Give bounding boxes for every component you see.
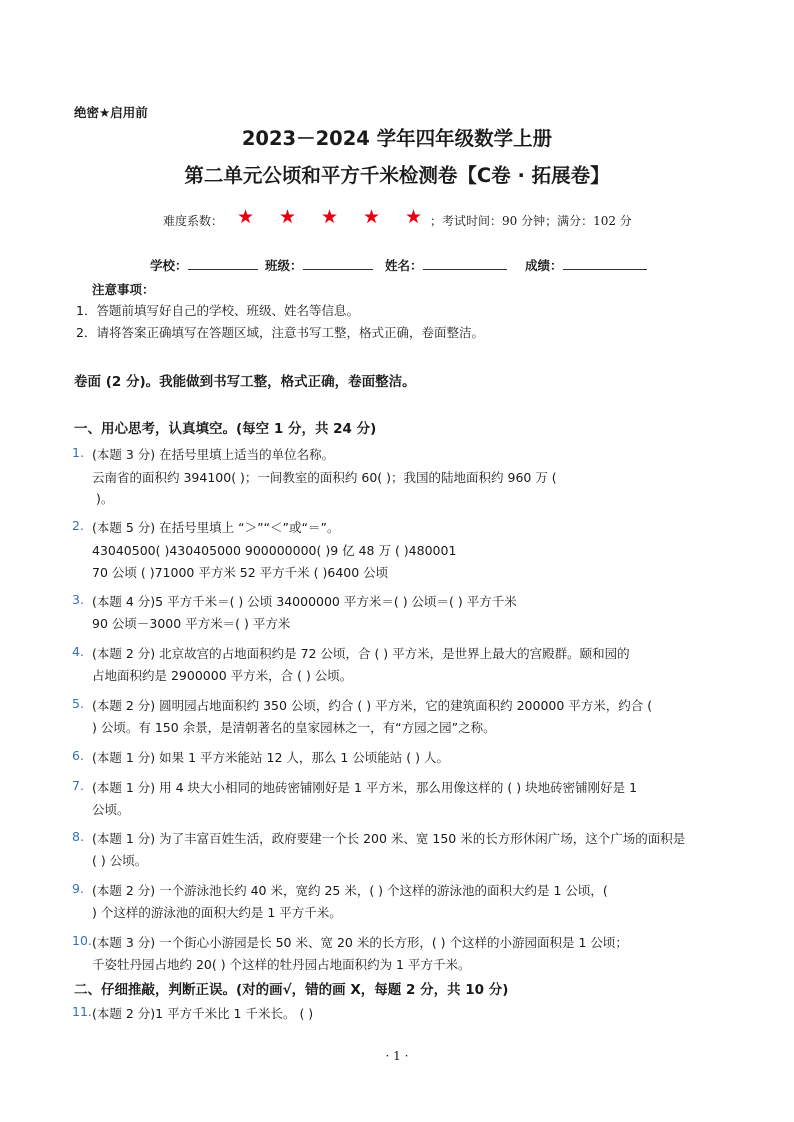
question-line: (本题 5 分) 在括号里填上 “＞”“＜”或“＝”。	[92, 520, 340, 535]
question-line: 公顷。	[92, 802, 130, 817]
neatness-note: 卷面 (2 分)。我能做到书写工整，格式正确，卷面整洁。	[74, 374, 416, 390]
question-line: 占地面积约是 2900000 平方米，合 ( ) 公顷。	[92, 668, 353, 683]
star-icon: ★	[237, 206, 255, 228]
star-icon: ★	[321, 206, 339, 228]
name-blank[interactable]	[423, 256, 507, 270]
question-number: 4.	[72, 644, 84, 659]
class-blank[interactable]	[303, 256, 373, 270]
question-line: 43040500( )430405000 900000000( )9 亿 48 万 ( )480001	[92, 543, 457, 558]
class-label: 班级：	[265, 258, 303, 273]
star-icon: ★	[279, 206, 297, 228]
question-number: 2.	[72, 518, 84, 533]
question-line: 70 公顷 ( )71000 平方米 52 平方千米 ( )6400 公顷	[92, 565, 389, 580]
notice-item: 1．答题前填写好自己的学校、班级、姓名等信息。	[76, 303, 359, 318]
name-label: 姓名：	[385, 258, 423, 273]
question-line: ) 公顷。有 150 余景，是清朝著名的皇家园林之一，有“方园之园”之称。	[92, 720, 496, 735]
score-label: 成绩：	[525, 258, 563, 273]
score-blank[interactable]	[563, 256, 647, 270]
question-line: (本题 2 分)1 平方千米比 1 千米长。 ( )	[92, 1006, 314, 1021]
question-number: 6.	[72, 748, 84, 763]
question-number: 9.	[72, 881, 84, 896]
class-field[interactable]	[265, 256, 373, 274]
school-blank[interactable]	[188, 256, 258, 270]
question-number: 8.	[72, 829, 84, 844]
question-line: (本题 2 分) 圆明园占地面积约 350 公顷，约合 ( ) 平方米，它的建筑面积约 200000 平方米，约合 (	[92, 698, 653, 713]
question-line: (本题 3 分) 在括号里填上适当的单位名称。	[92, 447, 335, 462]
name-field[interactable]	[385, 256, 507, 274]
school-label: 学校：	[150, 258, 188, 273]
notice-heading: 注意事项：	[92, 282, 155, 297]
question-line: ( ) 公顷。	[92, 853, 148, 868]
question-line: (本题 2 分) 一个游泳池长约 40 米，宽约 25 米，( ) 个这样的游泳池的面积大约是 1 公顷，(	[92, 883, 608, 898]
question-line: (本题 4 分)5 平方千米＝( ) 公顷 34000000 平方米＝( ) 公顷＝( ) 平方千米	[92, 594, 517, 609]
question-line: 90 公顷－3000 平方米＝( ) 平方米	[92, 616, 291, 631]
section-2-heading: 二、仔细推敲，判断正误。(对的画√，错的画 X，每题 2 分，共 10 分)	[74, 982, 509, 998]
question-line: (本题 3 分) 一个街心小游园是长 50 米、宽 20 米的长方形，( ) 个这样的小游园面积是 1 公顷；	[92, 935, 628, 950]
question-number: 10.	[72, 933, 92, 948]
score-field[interactable]	[525, 256, 647, 274]
question-line: )。	[96, 491, 114, 506]
exam-time-info: ；考试时间：90 分钟；满分：102 分	[430, 214, 632, 228]
notice-item: 2．请将答案正确填写在答题区域，注意书写工整，格式正确，卷面整洁。	[76, 325, 484, 340]
question-number: 3.	[72, 592, 84, 607]
exam-subtitle: 第二单元公顷和平方千米检测卷【C卷 · 拓展卷】	[184, 164, 610, 187]
star-icon: ★	[363, 206, 381, 228]
section-1-heading: 一、用心思考，认真填空。(每空 1 分，共 24 分)	[74, 421, 377, 437]
exam-title: 2023－2024 学年四年级数学上册	[241, 127, 553, 150]
question-line: ) 个这样的游泳池的面积大约是 1 平方千米。	[92, 905, 342, 920]
question-number: 7.	[72, 778, 84, 793]
difficulty-label: 难度系数：	[163, 214, 224, 228]
question-line: 云南省的面积约 394100( )；一间教室的面积约 60( )；我国的陆地面积约 960 万 (	[92, 470, 557, 485]
page-number: · 1 ·	[385, 1049, 409, 1063]
question-number: 11.	[72, 1004, 92, 1019]
question-line: (本题 1 分) 如果 1 平方米能站 12 人，那么 1 公顷能站 ( ) 人。	[92, 750, 449, 765]
school-field[interactable]	[150, 256, 258, 274]
question-line: (本题 1 分) 为了丰富百姓生活，政府要建一个长 200 米、宽 150 米的长方形休闲广场，这个广场的面积是	[92, 831, 686, 846]
confidential-label: 绝密★启用前	[74, 105, 148, 120]
question-number: 5.	[72, 696, 84, 711]
question-line: (本题 1 分) 用 4 块大小相同的地砖密铺刚好是 1 平方米，那么用像这样的 ( ) 块地砖密铺刚好是 1	[92, 780, 638, 795]
question-line: (本题 2 分) 北京故宫的占地面积约是 72 公顷，合 ( ) 平方米，是世界上最大的宫殿群。颐和园的	[92, 646, 630, 661]
question-line: 千姿牡丹园占地约 20( ) 个这样的牡丹园占地面积约为 1 平方千米。	[92, 957, 471, 972]
question-number: 1.	[72, 445, 84, 460]
star-icon: ★	[405, 206, 423, 228]
